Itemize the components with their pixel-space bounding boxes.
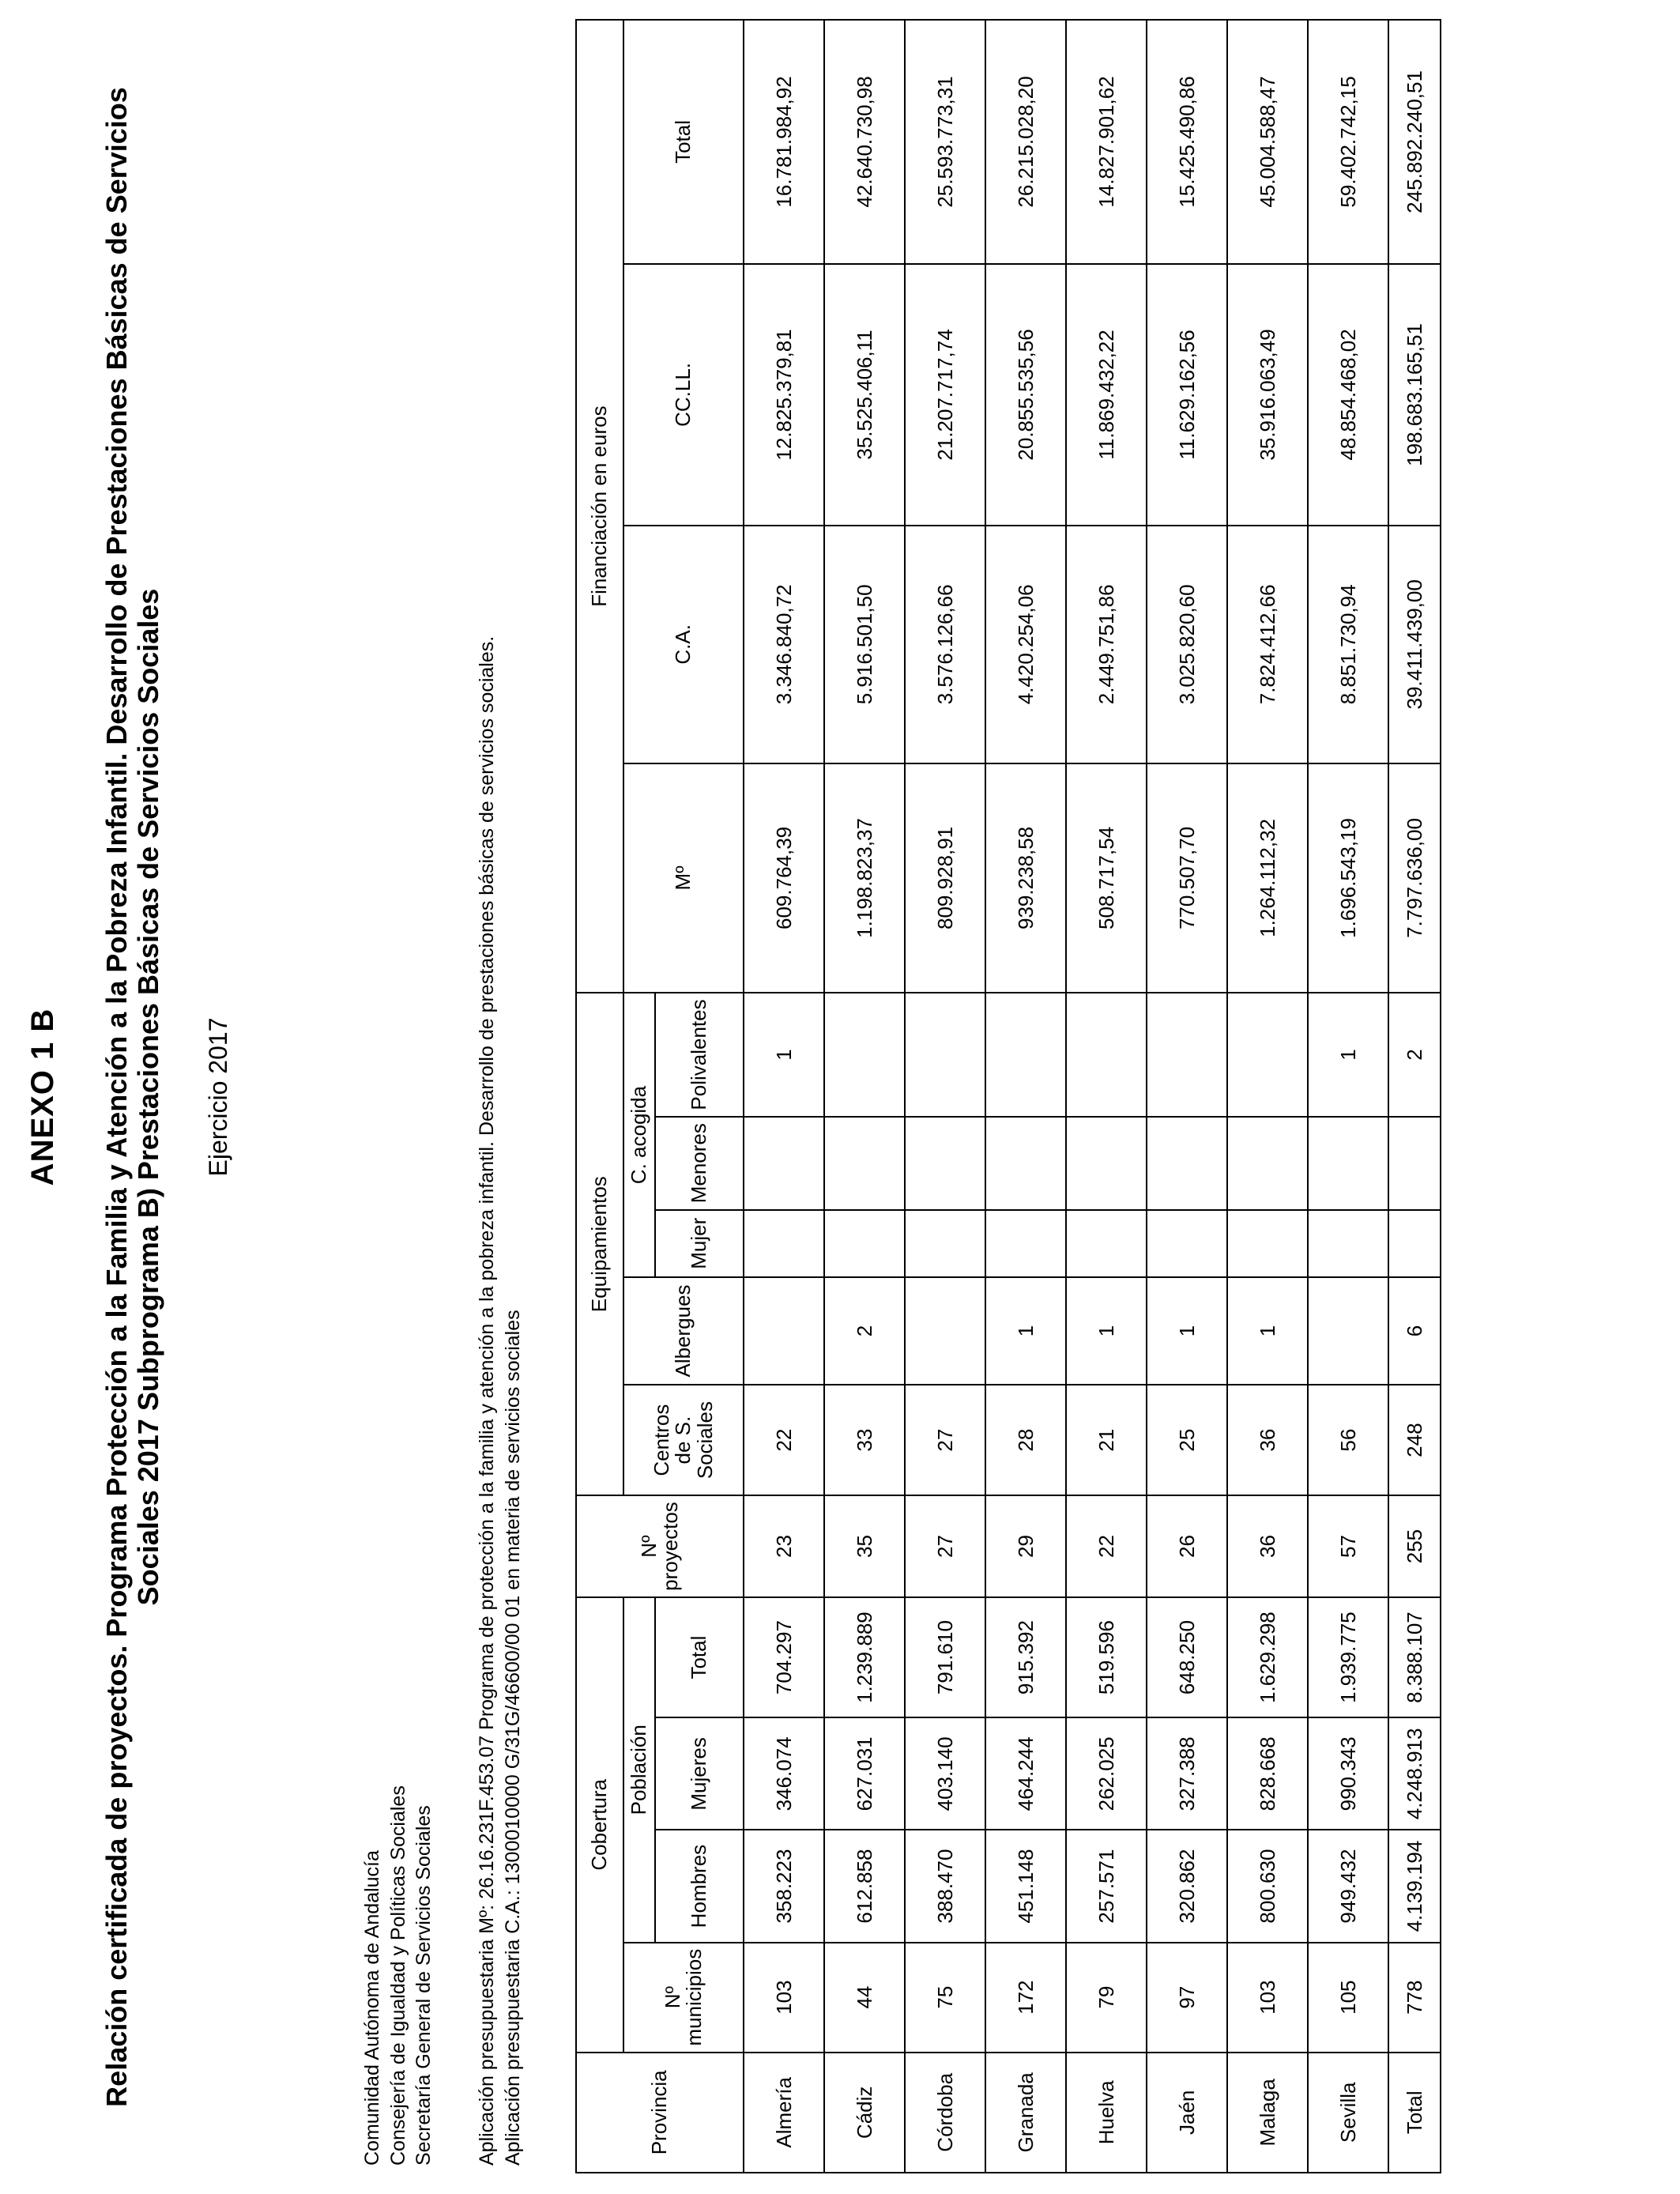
cell-mo: 939.238,58 <box>985 763 1066 993</box>
aplicacion-line-1: Aplicación presupuestaria Mº: 26.16.231F.453.07 Programa de protección a la familia y atención a la pobreza infantil. Desarrollo de prestaciones básicas de servicios sociales. <box>476 635 498 2166</box>
cell-mujer <box>824 1210 905 1277</box>
header-centros: Centros de S. Sociales <box>623 1385 744 1495</box>
cell-fin_total: 14.827.901,62 <box>1066 20 1147 264</box>
cell-centros: 33 <box>824 1385 905 1495</box>
cell-hombres: 612.858 <box>824 1830 905 1942</box>
table-body <box>744 20 1441 2173</box>
cell-total: 1.629.298 <box>1227 1597 1308 1717</box>
cell-total: 1.939.775 <box>1308 1597 1388 1717</box>
header-albergues: Albergues <box>623 1277 744 1385</box>
cell-polivalentes: 1 <box>1308 993 1388 1117</box>
total-cell-ccll: 198.683.165,51 <box>1388 264 1441 526</box>
cell-fin_total: 16.781.984,92 <box>744 20 824 264</box>
cell-menores <box>1147 1117 1227 1210</box>
projects-table <box>575 19 1441 2173</box>
cell-fin_total: 45.004.588,47 <box>1227 20 1308 264</box>
table-row <box>1227 20 1308 2173</box>
cell-ca: 3.576.126,66 <box>905 526 985 763</box>
cell-mo: 1.264.112,32 <box>1227 763 1308 993</box>
header-n-municipios: Nº municipios <box>623 1943 744 2053</box>
cell-ca: 7.824.412,66 <box>1227 526 1308 763</box>
cell-hombres: 320.862 <box>1147 1830 1227 1942</box>
cell-fin_total: 26.215.028,20 <box>985 20 1066 264</box>
cell-mujeres: 464.244 <box>985 1717 1066 1830</box>
cell-hombres: 800.630 <box>1227 1830 1308 1942</box>
cell-fin_total: 42.640.730,98 <box>824 20 905 264</box>
total-cell-fin_total: 245.892.240,51 <box>1388 20 1441 264</box>
cell-mujeres: 627.031 <box>824 1717 905 1830</box>
org-line-2: Consejería de Igualdad y Políticas Sociales <box>386 1785 409 2166</box>
cell-proyectos: 35 <box>824 1495 905 1597</box>
cell-menores <box>744 1117 824 1210</box>
cell-albergues: 2 <box>824 1277 905 1385</box>
cell-total: 704.297 <box>744 1597 824 1717</box>
cell-menores <box>985 1117 1066 1210</box>
header-mujeres: Mujeres <box>655 1717 744 1830</box>
cell-polivalentes <box>1227 993 1308 1117</box>
cell-centros: 36 <box>1227 1385 1308 1495</box>
cell-mujer <box>1066 1210 1147 1277</box>
cell-polivalentes: 1 <box>744 993 824 1117</box>
cell-fin_total: 15.425.490,86 <box>1147 20 1227 264</box>
total-cell-polivalentes: 2 <box>1388 993 1441 1117</box>
cell-albergues: 1 <box>1147 1277 1227 1385</box>
cell-albergues: 1 <box>1227 1277 1308 1385</box>
anexo-heading: ANEXO 1 B <box>25 1008 60 1186</box>
header-mo: Mº <box>623 763 744 993</box>
aplicacion-line-2: Aplicación presupuestaria C.A.: 1300010000 G/31G/46600/00 01 en materia de servicios sociales <box>501 1310 524 2166</box>
total-cell-centros: 248 <box>1388 1385 1441 1495</box>
cell-albergues <box>1308 1277 1388 1385</box>
cell-mujer <box>985 1210 1066 1277</box>
header-poblacion: Población <box>623 1597 655 1943</box>
table-row <box>905 20 985 2173</box>
table-row <box>1066 20 1147 2173</box>
header-polivalentes: Polivalentes <box>655 993 744 1117</box>
cell-total: 915.392 <box>985 1597 1066 1717</box>
cell-proyectos: 23 <box>744 1495 824 1597</box>
cell-ccll: 11.869.432,22 <box>1066 264 1147 526</box>
header-cobertura: Cobertura <box>576 1597 623 2053</box>
cell-mujer <box>1147 1210 1227 1277</box>
cell-mo: 508.717,54 <box>1066 763 1147 993</box>
header-ccll: CC.LL. <box>623 264 744 526</box>
cell-mujer <box>744 1210 824 1277</box>
total-cell-mo: 7.797.636,00 <box>1388 763 1441 993</box>
cell-polivalentes <box>985 993 1066 1117</box>
cell-hombres: 358.223 <box>744 1830 824 1942</box>
cell-municipios: 103 <box>744 1943 824 2053</box>
cell-ccll: 12.825.379,81 <box>744 264 824 526</box>
cell-total: 648.250 <box>1147 1597 1227 1717</box>
table-row <box>1147 20 1227 2173</box>
cell-municipios: 103 <box>1227 1943 1308 2053</box>
cell-centros: 21 <box>1066 1385 1147 1495</box>
table-row <box>744 20 824 2173</box>
cell-municipios: 105 <box>1308 1943 1388 2053</box>
cell-hombres: 388.470 <box>905 1830 985 1942</box>
header-fin-total: Total <box>623 20 744 264</box>
cell-mujeres: 828.668 <box>1227 1717 1308 1830</box>
cell-proyectos: 36 <box>1227 1495 1308 1597</box>
org-line-3: Secretaría General de Servicios Sociales <box>412 1805 435 2166</box>
cell-ca: 5.916.501,50 <box>824 526 905 763</box>
total-cell-total: 8.388.107 <box>1388 1597 1441 1717</box>
table-row <box>985 20 1066 2173</box>
cell-municipios: 172 <box>985 1943 1066 2053</box>
total-cell-provincia: Total <box>1388 2053 1441 2173</box>
cell-menores <box>905 1117 985 1210</box>
cell-ccll: 35.916.063,49 <box>1227 264 1308 526</box>
cell-provincia: Granada <box>985 2053 1066 2173</box>
cell-ccll: 48.854.468,02 <box>1308 264 1388 526</box>
cell-provincia: Cádiz <box>824 2053 905 2173</box>
organization-block <box>360 1785 437 2166</box>
cell-centros: 22 <box>744 1385 824 1495</box>
cell-municipios: 79 <box>1066 1943 1147 2053</box>
cell-ca: 4.420.254,06 <box>985 526 1066 763</box>
header-total: Total <box>655 1597 744 1717</box>
total-cell-mujer <box>1388 1210 1441 1277</box>
cell-mujeres: 262.025 <box>1066 1717 1147 1830</box>
cell-menores <box>824 1117 905 1210</box>
header-menores: Menores <box>655 1117 744 1210</box>
total-cell-ca: 39.411.439,00 <box>1388 526 1441 763</box>
cell-ccll: 35.525.406,11 <box>824 264 905 526</box>
cell-hombres: 451.148 <box>985 1830 1066 1942</box>
table-row <box>824 20 905 2173</box>
cell-centros: 28 <box>985 1385 1066 1495</box>
cell-mujeres: 346.074 <box>744 1717 824 1830</box>
cell-ca: 3.025.820,60 <box>1147 526 1227 763</box>
cell-ccll: 21.207.717,74 <box>905 264 985 526</box>
cell-menores <box>1308 1117 1388 1210</box>
cell-mujeres: 327.388 <box>1147 1717 1227 1830</box>
cell-albergues <box>905 1277 985 1385</box>
cell-total: 791.610 <box>905 1597 985 1717</box>
header-financiacion: Financiación en euros <box>576 20 623 993</box>
cell-centros: 25 <box>1147 1385 1227 1495</box>
cell-proyectos: 57 <box>1308 1495 1388 1597</box>
cell-provincia: Almería <box>744 2053 824 2173</box>
cell-provincia: Sevilla <box>1308 2053 1388 2173</box>
header-hombres: Hombres <box>655 1830 744 1942</box>
header-c-acogida: C. acogida <box>623 993 655 1277</box>
cell-mujer <box>1227 1210 1308 1277</box>
cell-total: 519.596 <box>1066 1597 1147 1717</box>
cell-provincia: Jaén <box>1147 2053 1227 2173</box>
aplicacion-block <box>474 636 525 2166</box>
total-cell-hombres: 4.139.194 <box>1388 1830 1441 1942</box>
cell-albergues <box>744 1277 824 1385</box>
total-cell-municipios: 778 <box>1388 1943 1441 2053</box>
header-equipamientos: Equipamientos <box>576 993 623 1495</box>
cell-hombres: 949.432 <box>1308 1830 1388 1942</box>
cell-fin_total: 25.593.773,31 <box>905 20 985 264</box>
cell-hombres: 257.571 <box>1066 1830 1147 1942</box>
cell-municipios: 44 <box>824 1943 905 2053</box>
cell-mujer <box>905 1210 985 1277</box>
cell-municipios: 75 <box>905 1943 985 2053</box>
cell-mujeres: 403.140 <box>905 1717 985 1830</box>
cell-mujer <box>1308 1210 1388 1277</box>
cell-menores <box>1227 1117 1308 1210</box>
ejercicio-label: Ejercicio 2017 <box>204 1017 232 1177</box>
cell-proyectos: 29 <box>985 1495 1066 1597</box>
cell-polivalentes <box>905 993 985 1117</box>
org-line-1: Comunidad Autónoma de Andalucía <box>361 1850 383 2166</box>
table-row <box>1308 20 1388 2173</box>
cell-municipios: 97 <box>1147 1943 1227 2053</box>
total-cell-proyectos: 255 <box>1388 1495 1441 1597</box>
cell-centros: 27 <box>905 1385 985 1495</box>
cell-polivalentes <box>824 993 905 1117</box>
total-cell-menores <box>1388 1117 1441 1210</box>
header-ca: C.A. <box>623 526 744 763</box>
cell-proyectos: 22 <box>1066 1495 1147 1597</box>
cell-ccll: 11.629.162,56 <box>1147 264 1227 526</box>
cell-ca: 8.851.730,94 <box>1308 526 1388 763</box>
cell-ca: 2.449.751,86 <box>1066 526 1147 763</box>
cell-polivalentes <box>1066 993 1147 1117</box>
cell-menores <box>1066 1117 1147 1210</box>
total-cell-albergues: 6 <box>1388 1277 1441 1385</box>
cell-albergues: 1 <box>985 1277 1066 1385</box>
total-cell-mujeres: 4.248.913 <box>1388 1717 1441 1830</box>
title-line-1: Relación certificada de proyectos. Programa Protección a la Familia y Atención a la Pobreza Infantil. Desarrollo de Prestaciones Básicas de Servicios <box>100 87 133 2107</box>
cell-ccll: 20.855.535,56 <box>985 264 1066 526</box>
title-line-2: Sociales 2017 Subprograma B) Prestaciones Básicas de Servicios Sociales <box>132 588 165 1606</box>
cell-ca: 3.346.840,72 <box>744 526 824 763</box>
cell-proyectos: 27 <box>905 1495 985 1597</box>
cell-proyectos: 26 <box>1147 1495 1227 1597</box>
cell-albergues: 1 <box>1066 1277 1147 1385</box>
cell-mo: 609.764,39 <box>744 763 824 993</box>
cell-mo: 809.928,91 <box>905 763 985 993</box>
cell-centros: 56 <box>1308 1385 1388 1495</box>
document-title <box>101 0 165 2194</box>
cell-total: 1.239.889 <box>824 1597 905 1717</box>
cell-provincia: Malaga <box>1227 2053 1308 2173</box>
table-total-row <box>1388 20 1441 2173</box>
cell-mo: 1.696.543,19 <box>1308 763 1388 993</box>
cell-mo: 770.507,70 <box>1147 763 1227 993</box>
cell-mo: 1.198.823,37 <box>824 763 905 993</box>
header-n-proyectos: Nº proyectos <box>576 1495 744 1597</box>
header-provincia: Provincia <box>576 2053 744 2173</box>
cell-polivalentes <box>1147 993 1227 1117</box>
cell-provincia: Huelva <box>1066 2053 1147 2173</box>
header-mujer: Mujer <box>655 1210 744 1277</box>
cell-provincia: Córdoba <box>905 2053 985 2173</box>
cell-fin_total: 59.402.742,15 <box>1308 20 1388 264</box>
cell-mujeres: 990.343 <box>1308 1717 1388 1830</box>
